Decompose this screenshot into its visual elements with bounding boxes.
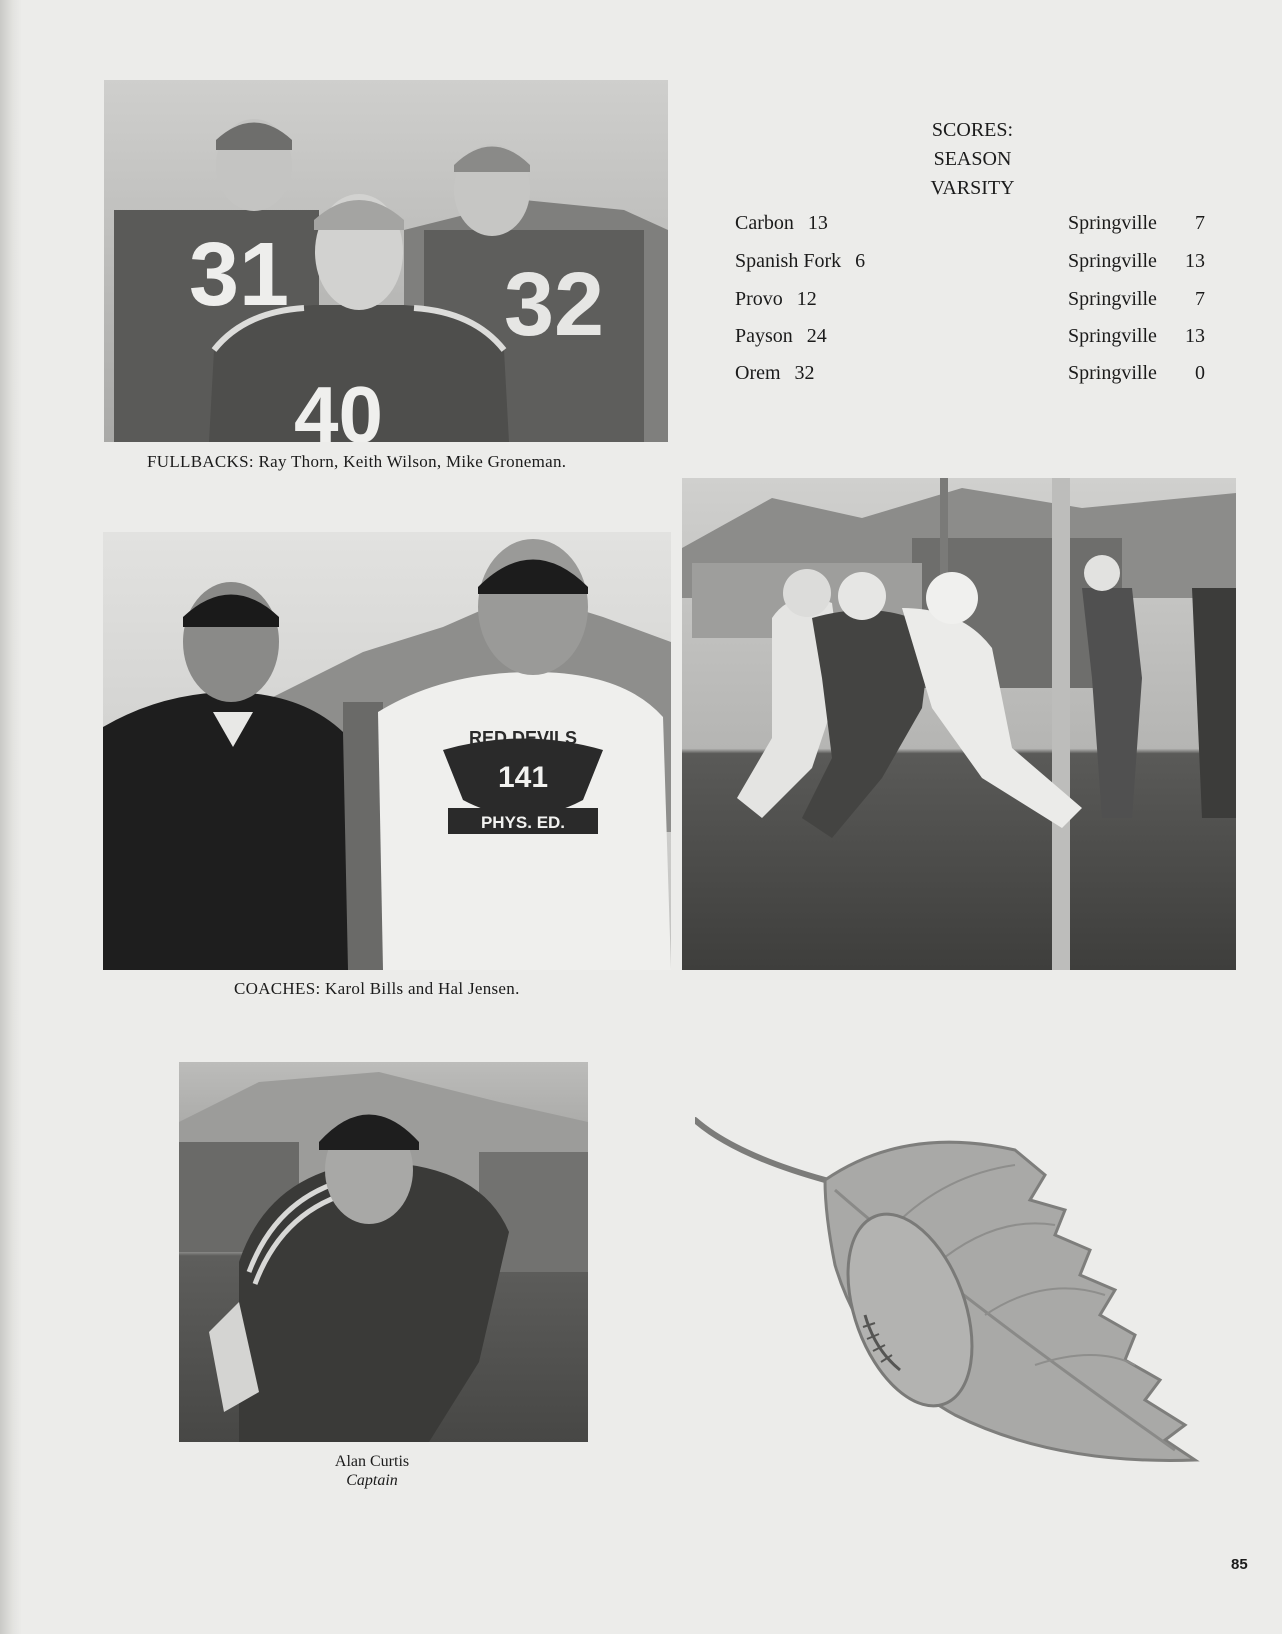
opponent-name: Orem — [735, 362, 781, 384]
home-score: 7 — [1195, 212, 1205, 234]
scores-heading-line: SCORES: — [931, 119, 1014, 141]
captain-title: Captain — [346, 1472, 398, 1489]
home-team: Springville — [1068, 212, 1157, 234]
score-row — [735, 362, 1205, 390]
scores-heading-line: VARSITY — [930, 177, 1015, 199]
fullbacks-photo — [104, 80, 668, 442]
home-score: 13 — [1185, 325, 1205, 347]
coaches-photo — [103, 532, 671, 970]
opponent-name: Provo — [735, 288, 783, 310]
score-row — [735, 212, 1205, 240]
captain-name: Alan Curtis — [334, 1453, 410, 1470]
opponent — [735, 325, 827, 348]
practice-action-photo — [682, 478, 1236, 970]
jersey-number-left: 31 — [189, 225, 290, 325]
home-score: 13 — [1185, 250, 1205, 272]
scores-heading-line: SEASON — [933, 148, 1012, 170]
captain-caption — [300, 1452, 444, 1490]
score-row — [735, 325, 1205, 353]
score-row — [735, 288, 1205, 316]
opponent-name: Carbon — [735, 212, 794, 234]
opponent-score: 12 — [796, 288, 817, 310]
page-binding-edge — [0, 0, 22, 1634]
opponent — [735, 288, 817, 311]
jersey-number-front: 40 — [294, 370, 383, 442]
jersey-number-right: 32 — [504, 255, 605, 355]
shirt-bottom-text: PHYS. ED. — [480, 813, 566, 832]
fullbacks-caption: FULLBACKS: Ray Thorn, Keith Wilson, Mike Groneman. — [147, 452, 567, 471]
scores-heading — [880, 116, 1065, 203]
opponent — [735, 212, 828, 235]
home-team: Springville — [1068, 325, 1157, 347]
opponent-score: 6 — [855, 250, 866, 272]
shirt-top-text: RED DEVILS — [468, 728, 578, 748]
home-team: Springville — [1068, 288, 1157, 310]
opponent-score: 24 — [806, 325, 827, 347]
home-score: 7 — [1195, 288, 1205, 310]
captain-photo — [179, 1062, 588, 1442]
shirt-number: 141 — [497, 761, 549, 794]
coaches-caption: COACHES: Karol Bills and Hal Jensen. — [234, 979, 520, 998]
opponent-score: 32 — [794, 362, 815, 384]
home-team: Springville — [1068, 250, 1157, 272]
opponent-name: Spanish Fork — [735, 250, 842, 272]
opponent-name: Payson — [735, 325, 793, 347]
opponent-score: 13 — [807, 212, 828, 234]
home-score: 0 — [1195, 362, 1205, 384]
football-leaf-illustration — [695, 1115, 1205, 1515]
opponent — [735, 250, 865, 273]
page-number: 85 — [1231, 1556, 1248, 1573]
score-row — [735, 250, 1205, 278]
home-team: Springville — [1068, 362, 1157, 384]
opponent — [735, 362, 815, 385]
